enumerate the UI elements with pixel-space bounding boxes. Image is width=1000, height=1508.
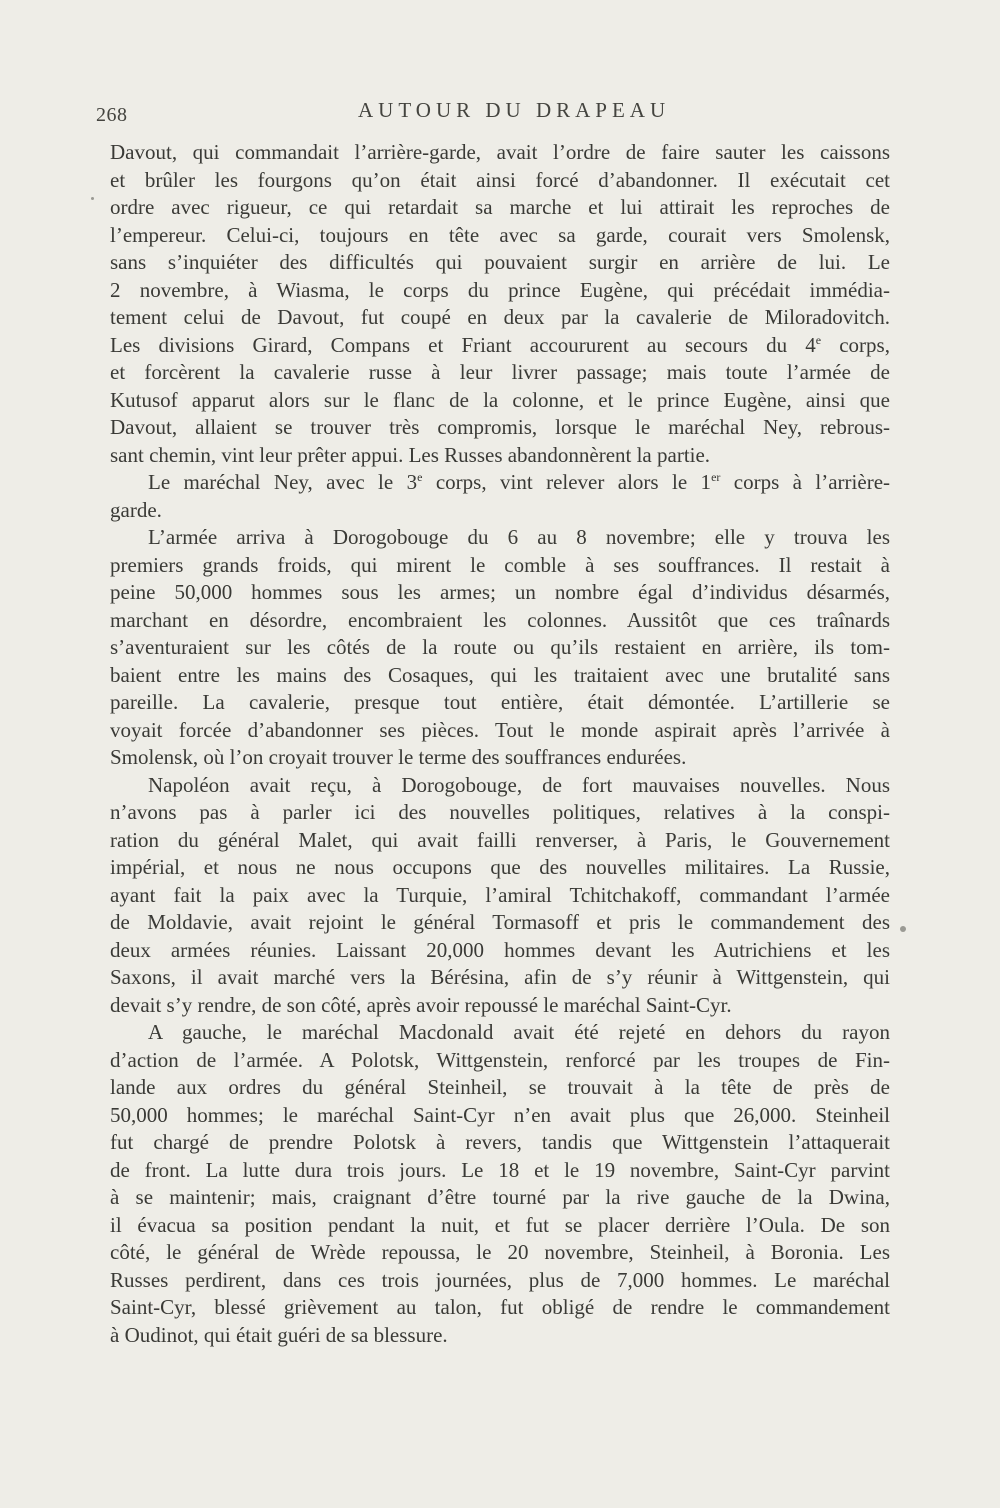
line-text: de Moldavie, avait rejoint le général Tormasoff et pris le commandement des bbox=[110, 910, 890, 934]
line-text: et forcèrent la cavalerie russe à leur livrer passage; mais toute l’armée de bbox=[110, 360, 890, 384]
line-text-continued: corps, vint relever alors le 1 bbox=[422, 470, 712, 494]
text-line bbox=[110, 992, 890, 1020]
text-line bbox=[110, 607, 890, 635]
line-text: 2 novembre, à Wiasma, le corps du prince Eugène, qui précédait immédia- bbox=[110, 277, 890, 302]
line-text: ayant fait la paix avec la Turquie, l’amiral Tchitchakoff, commandant l’armée bbox=[110, 882, 890, 907]
line-text: de front. La lutte dura trois jours. Le 18 et le 19 novembre, Saint-Cyr parvint bbox=[110, 1157, 890, 1182]
text-line bbox=[110, 167, 890, 195]
text-line bbox=[110, 249, 890, 277]
text-line bbox=[110, 387, 890, 415]
text-line bbox=[110, 442, 890, 470]
text-line bbox=[110, 359, 890, 387]
line-text: peine 50,000 hommes sous les armes; un nombre égal d’individus désarmés, bbox=[110, 580, 890, 604]
line-text: Smolensk, où l’on croyait trouver le terme des souffrances endurées. bbox=[110, 745, 687, 769]
line-text: Davout, allaient se trouver très compromis, lorsque le maréchal Ney, rebrous- bbox=[110, 415, 890, 439]
text-line bbox=[110, 854, 890, 882]
line-text: et brûler les fourgons qu’on était ainsi forcé d’abandonner. Il exécutait cet bbox=[110, 167, 890, 192]
line-text-continued: corps à l’arrière- bbox=[720, 470, 891, 494]
text-line bbox=[110, 524, 890, 552]
line-text: L’armée arriva à Dorogobouge du 6 au 8 novembre; elle y trouva les bbox=[148, 525, 890, 549]
line-text: devait s’y rendre, de son côté, après avoir repoussé le maréchal Saint-Cyr. bbox=[110, 992, 732, 1017]
superscript: e bbox=[417, 470, 423, 484]
text-line bbox=[110, 717, 890, 745]
line-text: à se maintenir; mais, craignant d’être tourné par la rive gauche de la Dwina, bbox=[110, 1185, 890, 1209]
line-text: voyait forcée d’abandonner ses pièces. Tout le monde aspirait après l’arrivée à bbox=[110, 717, 890, 742]
text-line bbox=[110, 662, 890, 690]
text-line bbox=[110, 1212, 890, 1240]
text-line bbox=[110, 222, 890, 250]
text-line bbox=[110, 579, 890, 607]
text-line bbox=[110, 964, 890, 992]
page-header bbox=[96, 96, 906, 126]
text-line bbox=[110, 937, 890, 965]
text-line bbox=[110, 332, 890, 360]
line-text: sant chemin, vint leur prêter appui. Les Russes abandonnèrent la partie. bbox=[110, 442, 711, 467]
text-line bbox=[110, 194, 890, 222]
text-line bbox=[110, 304, 890, 332]
text-line bbox=[110, 1129, 890, 1157]
line-text: marchant en désordre, encombraient les colonnes. Aussitôt que ces traînards bbox=[110, 607, 890, 632]
text-line bbox=[110, 552, 890, 580]
text-line bbox=[110, 1157, 890, 1185]
text-line bbox=[110, 882, 890, 910]
text-line bbox=[110, 744, 890, 772]
text-line bbox=[110, 497, 890, 525]
line-text: Davout, qui commandait l’arrière-garde, avait l’ordre de faire sauter les caissons bbox=[110, 140, 890, 164]
text-line bbox=[110, 1019, 890, 1047]
text-line bbox=[110, 1322, 890, 1350]
line-text: Kutusof apparut alors sur le flanc de la colonne, et le prince Eugène, ainsi que bbox=[110, 387, 890, 412]
text-line bbox=[110, 469, 890, 497]
text-line bbox=[110, 634, 890, 662]
text-line bbox=[110, 909, 890, 937]
line-text: à Oudinot, qui était guéri de sa blessure. bbox=[110, 1322, 448, 1347]
text-line bbox=[110, 1239, 890, 1267]
line-text: Napoléon avait reçu, à Dorogobouge, de fort mauvaises nouvelles. Nous bbox=[148, 772, 890, 797]
paper-speck bbox=[91, 197, 94, 200]
line-text: l’empereur. Celui-ci, toujours en tête avec sa garde, courait vers Smolensk, bbox=[110, 222, 890, 247]
page-number: 268 bbox=[96, 104, 128, 126]
text-line bbox=[110, 1267, 890, 1295]
text-line bbox=[110, 1294, 890, 1322]
line-text: Saxons, il avait marché vers la Bérésina, afin de s’y réunir à Wittgenstein, qui bbox=[110, 965, 890, 989]
line-text: tement celui de Davout, fut coupé en deux par la cavalerie de Miloradovitch. bbox=[110, 305, 890, 329]
line-text: lande aux ordres du général Steinheil, se trouvait à la tête de près de bbox=[110, 1075, 890, 1099]
text-line bbox=[110, 827, 890, 855]
line-text: ordre avec rigueur, ce qui retardait sa marche et lui attirait les reproches de bbox=[110, 195, 890, 219]
line-text: premiers grands froids, qui mirent le comble à ses souffrances. Il restait à bbox=[110, 552, 890, 577]
text-line bbox=[110, 414, 890, 442]
line-text: il évacua sa position pendant la nuit, et fut se placer derrière l’Oula. De son bbox=[110, 1212, 890, 1237]
text-line bbox=[110, 139, 890, 167]
superscript: er bbox=[711, 470, 721, 484]
line-text: côté, le général de Wrède repoussa, le 20 novembre, Steinheil, à Boronia. Les bbox=[110, 1240, 890, 1264]
line-text: Les divisions Girard, Compans et Friant accoururent au secours du 4 bbox=[110, 332, 816, 357]
line-text: Le maréchal Ney, avec le 3 bbox=[148, 470, 418, 494]
text-line bbox=[110, 1047, 890, 1075]
line-text: A gauche, le maréchal Macdonald avait été rejeté en dehors du rayon bbox=[148, 1020, 890, 1044]
line-text: Saint-Cyr, blessé grièvement au talon, fut obligé de rendre le commandement bbox=[110, 1295, 890, 1319]
body-text bbox=[110, 139, 890, 1349]
line-text: ration du général Malet, qui avait failli renverser, à Paris, le Gouvernement bbox=[110, 827, 890, 852]
text-line bbox=[110, 772, 890, 800]
text-line bbox=[110, 689, 890, 717]
text-line bbox=[110, 1074, 890, 1102]
line-text: s’aventuraient sur les côtés de la route ou qu’ils restaient en arrière, ils tom- bbox=[110, 635, 890, 659]
line-text: pareille. La cavalerie, presque tout entière, était démontée. L’artillerie se bbox=[110, 690, 890, 714]
text-line bbox=[110, 1184, 890, 1212]
paper-speck bbox=[900, 926, 906, 932]
running-head: AUTOUR DU DRAPEAU bbox=[358, 98, 671, 122]
text-line bbox=[110, 799, 890, 827]
line-text: impérial, et nous ne nous occupons que des nouvelles militaires. La Russie, bbox=[110, 855, 890, 879]
text-line bbox=[110, 277, 890, 305]
line-text: baient entre les mains des Cosaques, qui les traitaient avec une brutalité sans bbox=[110, 662, 890, 687]
line-text: garde. bbox=[110, 497, 162, 522]
text-line bbox=[110, 1102, 890, 1130]
line-text-continued: corps, bbox=[821, 332, 890, 357]
line-text: fut chargé de prendre Polotsk à revers, tandis que Wittgenstein l’attaquerait bbox=[110, 1130, 890, 1154]
line-text: deux armées réunies. Laissant 20,000 hommes devant les Autrichiens et les bbox=[110, 937, 890, 962]
line-text: n’avons pas à parler ici des nouvelles politiques, relatives à la conspi- bbox=[110, 800, 890, 824]
line-text: Russes perdirent, dans ces trois journées, plus de 7,000 hommes. Le maréchal bbox=[110, 1267, 890, 1292]
line-text: sans s’inquiéter des difficultés qui pouvaient surgir en arrière de lui. Le bbox=[110, 250, 890, 274]
line-text: d’action de l’armée. A Polotsk, Wittgenstein, renforcé par les troupes de Fin- bbox=[110, 1047, 890, 1072]
superscript: e bbox=[815, 332, 822, 347]
line-text: 50,000 hommes; le maréchal Saint-Cyr n’en avait plus que 26,000. Steinheil bbox=[110, 1102, 890, 1127]
